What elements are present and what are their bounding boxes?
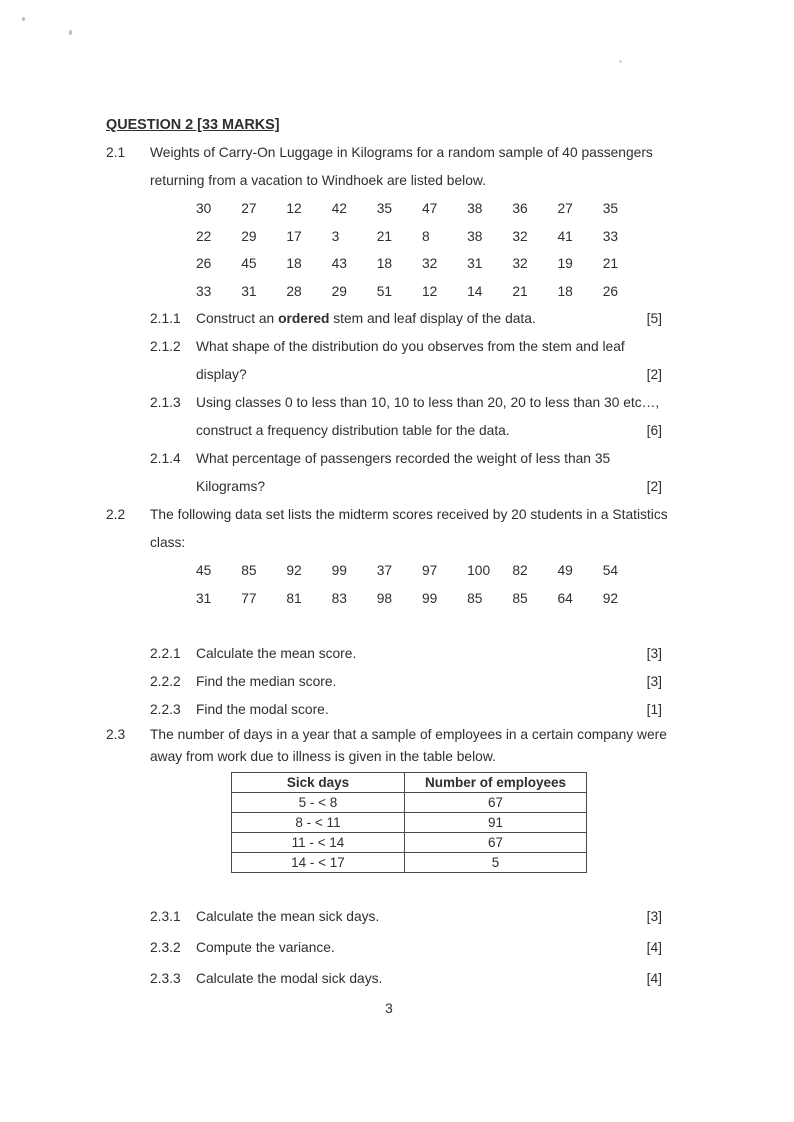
data-value: 18 [557,283,573,299]
marks-badge: [1] [646,702,662,717]
column-header-sick-days: Sick days [232,773,405,793]
data-value: 30 [196,201,212,216]
subquestion-text [196,965,662,993]
data-value: 29 [331,283,347,299]
table-header-row [232,773,587,793]
subquestion-number: 2.1.4 [150,451,181,466]
midterm-scores-data-grid [196,557,662,612]
subquestion-number: 2.1.3 [150,395,181,410]
text-line: What percentage of passengers recorded the weight of less than 35 [196,451,611,466]
data-value: 17 [286,228,302,244]
subquestion-text [196,903,662,931]
data-value: 92 [286,563,302,578]
marks-badge: [3] [646,646,662,661]
data-value: 45 [196,563,212,578]
data-value: 27 [557,201,573,216]
text-line [196,934,662,962]
data-value: 38 [467,201,483,216]
data-value: 38 [467,228,483,244]
question-number: 2.2 [106,507,126,522]
data-value: 51 [376,283,393,299]
subquestion-text [196,445,662,501]
data-value: 98 [376,590,393,606]
subquestion-text [196,305,662,333]
text-line: away from work due to illness is given in the table below. [150,748,496,764]
data-value: 33 [196,283,212,299]
sick-days-range: 5 - < 8 [232,793,405,813]
employee-count: 67 [405,793,587,813]
subquestion-text [196,668,662,696]
subquestion-text [196,389,662,445]
question-2-1-intro [106,139,662,195]
data-value: 32 [512,228,528,244]
subquestion-number: 2.1.1 [150,311,181,326]
subquestion-2-3-2 [150,934,662,962]
data-value: 29 [241,228,257,244]
subquestion-number: 2.2.1 [150,646,181,661]
question-2-2-intro [106,501,668,557]
data-value: 21 [376,228,393,244]
data-value: 12 [286,201,302,216]
text-line: returning from a vacation to Windhoek are listed below. [150,173,486,188]
data-value: 33 [602,228,619,244]
luggage-weights-data-grid [196,195,662,305]
subquestion-2-1-3 [150,389,662,445]
data-value: 47 [421,201,438,216]
text-line [196,473,662,501]
text-segment: display? [196,367,247,382]
subquestion-2-2-3 [150,696,662,724]
data-value: 43 [331,256,347,271]
subquestion-text [196,640,662,668]
marks-badge: [3] [646,674,662,689]
scan-artifact [619,60,622,63]
data-value: 85 [467,590,483,606]
data-value: 45 [241,256,257,271]
data-value: 42 [331,201,347,216]
subquestion-2-3-3 [150,965,662,993]
data-value: 3 [331,228,340,244]
data-value: 97 [421,563,438,578]
data-value: 81 [286,590,302,606]
subquestion-2-2-2 [150,668,662,696]
data-value: 26 [602,283,619,299]
data-value: 26 [196,256,212,271]
question-text [150,139,662,195]
data-value: 83 [331,590,347,606]
column-header-employees: Number of employees [405,773,587,793]
text-line [196,696,662,724]
data-value: 77 [241,590,257,606]
data-value: 32 [512,256,528,271]
data-value: 31 [196,590,212,606]
data-value: 22 [196,228,212,244]
text-line: The following data set lists the midterm scores received by 20 students in a Statistics [150,507,668,522]
data-value: 36 [512,201,528,216]
text-segment: stem and leaf display of the data. [329,311,536,326]
question-text [150,501,668,557]
page-content [106,111,668,993]
subquestion-number: 2.3.1 [150,909,181,924]
text-segment: Calculate the modal sick days. [196,971,383,986]
table-row [232,833,587,853]
data-value: 64 [557,590,573,606]
data-value: 12 [421,283,438,299]
subquestion-number: 2.2.3 [150,702,181,717]
subquestion-2-1-4 [150,445,662,501]
table-row [232,813,587,833]
subquestion-number: 2.3.3 [150,971,181,986]
data-value: 27 [241,201,257,216]
marks-badge: [5] [646,311,662,326]
text-line [196,361,662,389]
data-value: 31 [467,256,483,271]
text-line [196,965,662,993]
text-line [196,903,662,931]
subquestion-number: 2.3.2 [150,940,181,955]
data-value: 99 [421,590,438,606]
text-segment: Construct an [196,311,279,326]
sick-days-range: 11 - < 14 [232,833,405,853]
marks-badge: [2] [646,479,662,494]
text-line: The number of days in a year that a sample of employees in a certain company were [150,727,667,742]
subquestion-2-1-2 [150,333,662,389]
scan-artifact [22,17,25,21]
question-header: QUESTION 2 [33 MARKS] [106,117,280,133]
text-line [196,417,662,445]
subquestion-number: 2.2.2 [150,674,181,689]
data-value: 100 [467,563,491,578]
question-2-3-intro [106,724,667,767]
text-line [196,668,662,696]
subquestion-2-1-1 [150,305,662,333]
text-segment: construct a frequency distribution table for the data. [196,423,510,438]
employee-count: 67 [405,833,587,853]
table-row [232,853,587,873]
subquestion-text [196,934,662,962]
marks-badge: [4] [646,971,662,986]
marks-badge: [4] [646,940,662,955]
text-line: class: [150,535,186,550]
question-text [150,724,667,767]
data-value: 35 [376,201,393,216]
text-line [196,305,662,333]
data-value: 92 [602,590,619,606]
sick-days-table [231,772,587,873]
subquestion-2-2-1 [150,640,662,668]
data-value: 35 [602,201,619,216]
data-value: 54 [602,563,619,578]
table-row [232,793,587,813]
data-value: 8 [421,228,430,244]
text-segment: Compute the variance. [196,940,335,955]
scan-artifact [69,30,72,35]
data-value: 31 [241,283,257,299]
marks-badge: [2] [646,367,662,382]
data-value: 85 [512,590,528,606]
data-value: 37 [376,563,393,578]
subquestion-number: 2.1.2 [150,339,181,354]
marks-badge: [3] [646,909,662,924]
subquestion-text [196,696,662,724]
data-value: 99 [331,563,347,578]
sick-days-range: 14 - < 17 [232,853,405,873]
employee-count: 5 [405,853,587,873]
text-segment: Find the median score. [196,674,337,689]
bold-text: ordered [278,311,330,326]
data-value: 21 [602,256,619,271]
text-line [196,640,662,668]
data-value: 41 [557,228,573,244]
marks-badge: [6] [646,423,662,438]
subquestion-text [196,333,662,389]
data-value: 28 [286,283,302,299]
data-value: 82 [512,563,528,578]
text-segment: Kilograms? [196,479,266,494]
sick-days-range: 8 - < 11 [232,813,405,833]
data-value: 18 [376,256,393,271]
data-value: 19 [557,256,573,271]
question-number: 2.3 [106,727,126,742]
data-value: 21 [512,283,528,299]
data-value: 14 [467,283,483,299]
subquestion-2-3-1 [150,903,662,931]
text-line: Using classes 0 to less than 10, 10 to less than 20, 20 to less than 30 etc…, [196,395,660,410]
data-value: 32 [421,256,438,271]
employee-count: 91 [405,813,587,833]
data-value: 85 [241,563,257,578]
page-number: 3 [385,1001,393,1016]
question-number: 2.1 [106,145,126,160]
text-segment: Find the modal score. [196,702,329,717]
data-value: 49 [557,563,573,578]
text-line: What shape of the distribution do you observes from the stem and leaf [196,339,625,354]
text-segment: Calculate the mean sick days. [196,909,380,924]
data-value: 18 [286,256,302,271]
text-segment: Calculate the mean score. [196,646,357,661]
text-line: Weights of Carry-On Luggage in Kilograms for a random sample of 40 passengers [150,145,653,160]
